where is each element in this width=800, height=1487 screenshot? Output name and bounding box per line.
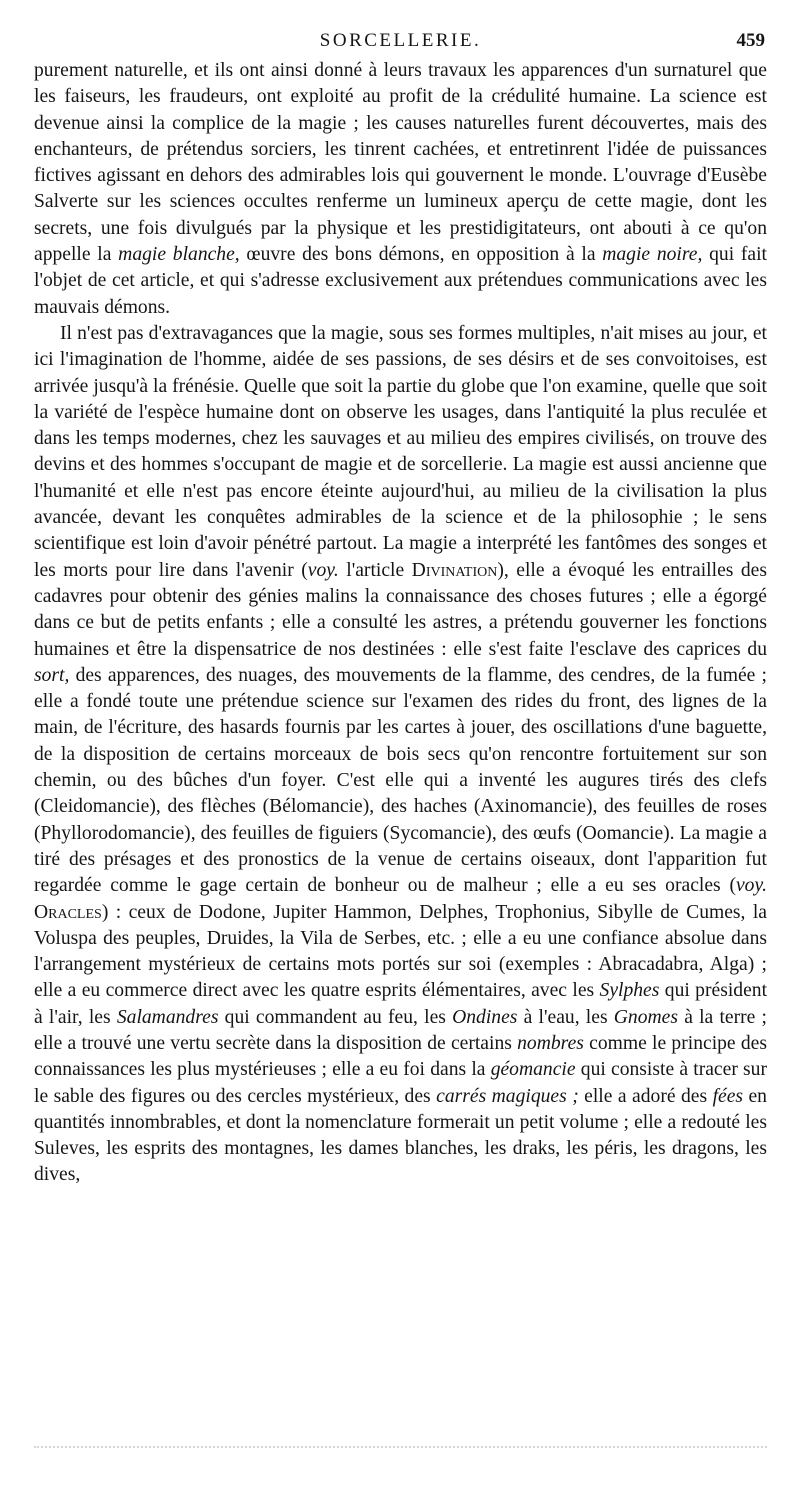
term-sylphes: Sylphes — [599, 980, 660, 1002]
term-geomancie: géomancie — [490, 1059, 576, 1081]
voy-reference: voy. — [307, 559, 339, 581]
page-number: 459 — [736, 30, 765, 51]
paragraph-2: Il n'est pas d'extravagances que la magie, sous ses formes multiples, n'ait mises au jour, et ici l'imagination de l'homme, aidée de ses passions, de ses désirs et de ses convoitoises, est arrivée jusqu'à la frénésie. Quelle que soit la partie du globe que l'on examine, quelle que soit la variété de l'espèce humaine dont on observe les usages, dans l'antiquité la plus reculée et dans les temps modernes, chez les sauvages et au milieu des empires civilisés, on trouve des devins et des hommes s'occupant de magie et de sorcellerie. La magie est aussi ancienne que l'humanité et elle n'est pas encore éteinte aujourd'hui, au milieu de la civilisation la plus avancée, devant les conquêtes admirables de la science et de la philosophie ; le sens scientifique est loin d'avoir pénétré partout. La magie a interprété les fantômes des songes et les morts pour lire dans l'avenir (voy. l'article Divination), elle a évoqué les entrailles des cadavres pour obtenir des génies malins la connaissance des choses futures ; elle a égorgé dans ce but de petits enfants ; elle a consulté les astres, a prétendu gouverner les fonctions humaines et être la dispensatrice de nos destinées : elle s'est faite l'esclave des caprices du sort, des apparences, des nuages, des mouvements de la flamme, des cendres, de la fumée ; elle a fondé toute une prétendue science sur l'examen des rides du front, des lignes de la main, de l'écriture, des hasards fournis par les cartes à jouer, des oscillations d'une baguette, de la disposition de certains morceaux de bois secs qu'on rencontre fortuitement sur son chemin, ou des bûches d'un foyer. C'est elle qui a inventé les augures tirés des clefs (Cleidomancie), des flèches (Bélomancie), des haches (Axinomancie), des feuilles de roses (Phyllorodomancie), des feuilles de figuiers (Sycomancie), des œufs (Oomancie). La magie a tiré des présages et des pronostics de la venue de certains oiseaux, dont l'apparition fut regardée comme le gage certain de bonheur ou de malheur ; elle a eu ses oracles (voy. Oracles) : ceux de Dodone, Jupiter Hammon, Delphes, Trophonius, Sibylle de Cumes, la Voluspa des peuples, Druides, la Vila de Serbes, etc. ; elle a eu une confiance absolue dans l'arrangement mystérieux de certains mots portés sur soi (exemples : Abracadabra, Alga) ; elle a eu commerce direct avec les quatre esprits élémentaires, avec les Sylphes qui président à l'air, les Salamandres qui commandent au feu, les Ondines à l'eau, les Gnomes à la terre ; elle a trouvé une vertu secrète dans la disposition de certains nombres comme le principe des connaissances les plus mystérieuses ; elle a eu foi dans la géomancie qui consiste à tracer sur le sable des figures ou des cercles mystérieux, des carrés magiques ; elle a adoré des fées en quantités innombrables, et dont la nomenclature formerait un petit volume ; elle a redouté les Suleves, les esprits des montagnes, les dames blanches, les draks, les péris, les dragons, les dives, — [34, 322, 768, 1186]
term-magie-noire: magie noire, — [602, 244, 703, 266]
term-nombres: nombres — [517, 1032, 584, 1054]
running-title: SORCELLERIE. — [319, 30, 482, 51]
cross-reference-oracles: Oracles — [34, 901, 102, 923]
paragraph-1: purement naturelle, et ils ont ainsi donné à leurs travaux les apparences d'un surnaturel que les faiseurs, les fraudeurs, ont exploité au profit de la crédulité humaine. La science est devenue ainsi la complice de la magie ; les causes naturelles furent découvertes, mais des enchanteurs, de prétendus sorciers, les tinrent cachées, et entretinrent l'idée de puissances fictives agissant en dehors des admirables lois qui gouvernent le monde. L'ouvrage d'Eusèbe Salverte sur les sciences occultes renferme un lumineux aperçu de cette magie, dont les secrets, une fois divulgués par la physique et les prestidigitateurs, ont abouti à ce qu'on appelle la magie blanche, œuvre des bons démons, en opposition à la magie noire, qui fait l'objet de cet article, et qui s'adresse exclusivement aux prétendues communications avec les mauvais démons. — [34, 60, 767, 318]
cross-reference-divination: Divination — [411, 559, 498, 581]
term-magie-blanche: magie blanche, — [118, 244, 240, 266]
page-header — [34, 30, 767, 56]
term-carres-magiques: carrés magiques ; — [436, 1085, 579, 1107]
term-sort: sort, — [34, 664, 70, 686]
term-salamandres: Salamandres — [116, 1006, 219, 1028]
term-fees: fées — [712, 1085, 744, 1107]
term-ondines: Ondines — [452, 1006, 518, 1028]
voy-reference: voy. — [735, 875, 767, 897]
scan-artifact-divider — [34, 1446, 767, 1450]
term-gnomes: Gnomes — [613, 1006, 678, 1028]
body-text — [34, 58, 767, 1189]
